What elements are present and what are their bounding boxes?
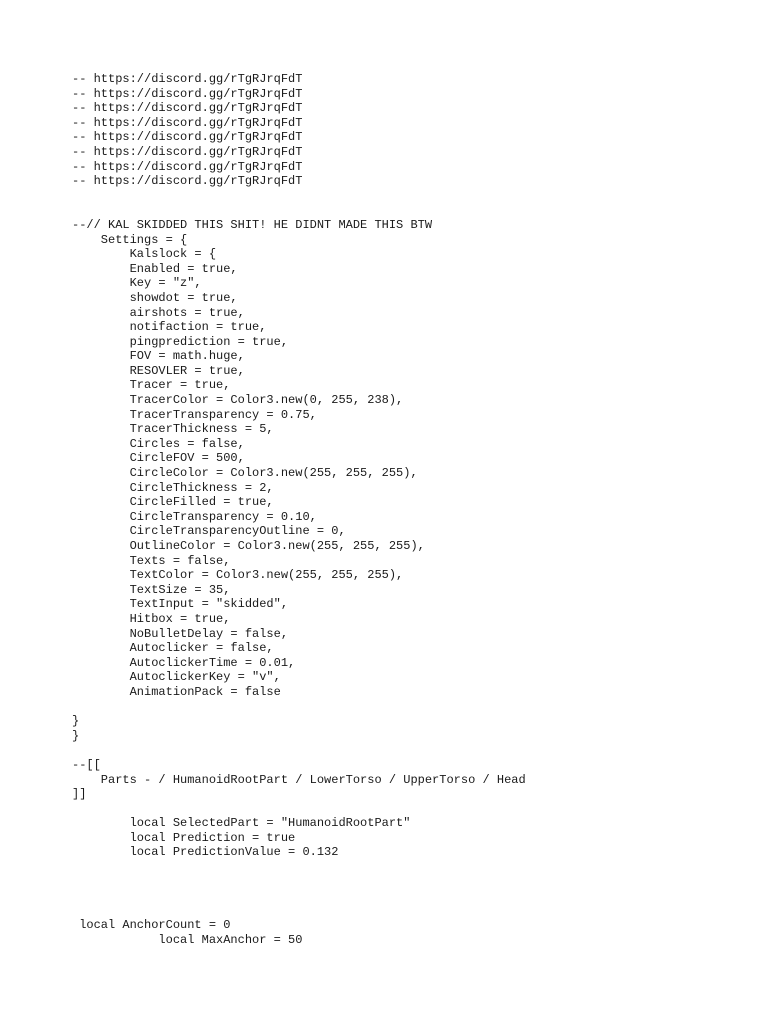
code-line: -- https://discord.gg/rTgRJrqFdT	[72, 174, 303, 189]
code-line: Texts = false,	[72, 553, 231, 568]
code-line: AutoclickerKey = "v",	[72, 670, 281, 685]
code-line: -- https://discord.gg/rTgRJrqFdT	[72, 101, 303, 116]
code-line	[72, 904, 752, 919]
code-line	[72, 889, 752, 904]
code-line: RESOVLER = true,	[72, 363, 245, 378]
code-line: NoBulletDelay = false,	[72, 626, 289, 641]
code-line: TextColor = Color3.new(255, 255, 255),	[72, 568, 404, 583]
code-line: Circles = false,	[72, 436, 245, 451]
code-line: local Prediction = true	[72, 830, 296, 845]
code-line: CircleThickness = 2,	[72, 480, 274, 495]
code-line: --[[	[72, 757, 101, 772]
code-line: -- https://discord.gg/rTgRJrqFdT	[72, 130, 303, 145]
code-line: TextSize = 35,	[72, 582, 231, 597]
code-line: FOV = math.huge,	[72, 349, 245, 364]
code-line: }	[72, 714, 80, 729]
code-line: local AnchorCount = 0	[72, 918, 231, 933]
code-line	[72, 189, 752, 204]
code-line: TracerThickness = 5,	[72, 422, 274, 437]
code-line: CircleTransparencyOutline = 0,	[72, 524, 346, 539]
code-line: Hitbox = true,	[72, 611, 231, 626]
code-line: pingprediction = true,	[72, 334, 289, 349]
code-line: CircleFOV = 500,	[72, 451, 245, 466]
code-line: notifaction = true,	[72, 320, 267, 335]
code-line: -- https://discord.gg/rTgRJrqFdT	[72, 86, 303, 101]
code-line	[72, 700, 752, 715]
code-line: Autoclicker = false,	[72, 641, 274, 656]
code-line: TracerTransparency = 0.75,	[72, 407, 317, 422]
code-line	[72, 875, 752, 890]
code-line	[72, 802, 752, 817]
code-line: local SelectedPart = "HumanoidRootPart"	[72, 816, 411, 831]
code-line	[72, 203, 752, 218]
code-line: ]]	[72, 787, 87, 802]
code-line: local MaxAnchor = 50	[72, 933, 303, 948]
code-line: TextInput = "skidded",	[72, 597, 289, 612]
code-line: Enabled = true,	[72, 261, 238, 276]
code-line: TracerColor = Color3.new(0, 255, 238),	[72, 393, 404, 408]
code-line: OutlineColor = Color3.new(255, 255, 255),	[72, 539, 425, 553]
code-line: -- https://discord.gg/rTgRJrqFdT	[72, 159, 303, 174]
code-line: Kalslock = {	[72, 247, 217, 262]
code-line: CircleTransparency = 0.10,	[72, 509, 317, 524]
code-line: Settings = {	[72, 232, 188, 247]
code-line: Tracer = true,	[72, 378, 231, 393]
code-document	[72, 72, 752, 948]
code-line: -- https://discord.gg/rTgRJrqFdT	[72, 72, 303, 86]
code-line	[72, 860, 752, 875]
code-line: showdot = true,	[72, 290, 238, 305]
code-line: Parts - / HumanoidRootPart / LowerTorso / UpperTorso / Head	[72, 772, 526, 787]
code-line: airshots = true,	[72, 305, 245, 320]
code-line: local PredictionValue = 0.132	[72, 845, 339, 860]
code-line: -- https://discord.gg/rTgRJrqFdT	[72, 144, 303, 159]
code-line: CircleColor = Color3.new(255, 255, 255),	[72, 466, 418, 481]
code-line: }	[72, 728, 80, 743]
code-line: Key = "z",	[72, 276, 202, 291]
code-line: --// KAL SKIDDED THIS SHIT! HE DIDNT MADE THIS BTW	[72, 217, 433, 232]
code-line: AnimationPack = false	[72, 684, 281, 699]
code-line: CircleFilled = true,	[72, 495, 274, 510]
code-line: AutoclickerTime = 0.01,	[72, 655, 296, 670]
code-line: -- https://discord.gg/rTgRJrqFdT	[72, 115, 303, 130]
code-line	[72, 743, 752, 758]
